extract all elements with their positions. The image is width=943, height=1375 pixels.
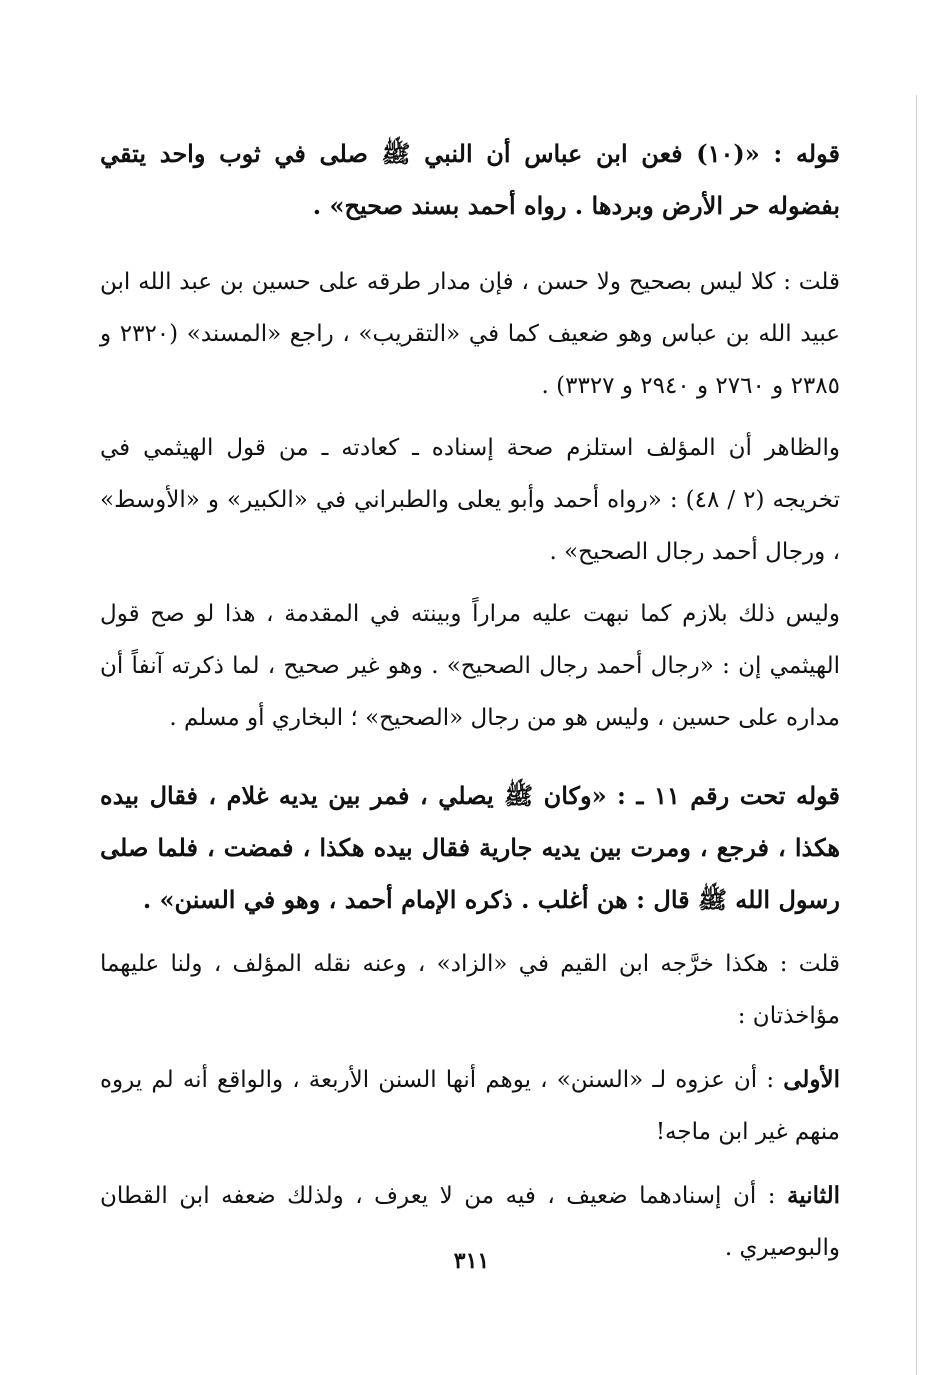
- paragraph-quote-10: [100, 128, 840, 232]
- paragraph-lead: الثانية: [786, 1182, 840, 1209]
- page-body: [100, 128, 840, 1274]
- page-edge-line: [916, 95, 917, 1375]
- paragraph-text: قوله تحت رقم ١١ ـ : «وكان ﷺ يصلي ، فمر بين يديه غلام ، فقال بيده هكذا ، فرجع ، ومرت بين يديه جارية فقال بيده هكذا ، فمضت ، فلما صلى رسول الله ﷺ قال : هن أغلب . ذكره الإمام أحمد ، وهو في السنن» .: [100, 781, 841, 914]
- paragraph-text: قلت : هكذا خرَّجه ابن القيم في «الزاد» ، وعنه نقله المؤلف ، ولنا عليهما مؤاخذتان :: [100, 951, 840, 1029]
- paragraph-text: : أن عزوه لـ «السنن» ، يوهم أنها السنن الأربعة ، والواقع أنه لم يروه منهم غير ابن ماجه!: [100, 1067, 840, 1145]
- paragraph-text: قلت : كلا ليس بصحيح ولا حسن ، فإن مدار طرقه على حسين بن عبد الله ابن عبيد الله بن عباس وهو ضعيف كما في «التقريب» ، راجع «المسند» (٢٣٢٠ و ٢٣٨٥ و ٢٧٦٠ و ٢٩٤٠ و ٣٣٢٧) .: [100, 269, 840, 399]
- page-number: ٣١١: [453, 1248, 490, 1274]
- paragraph-text: وليس ذلك بلازم كما نبهت عليه مراراً وبينته في المقدمة ، هذا لو صح قول الهيثمي إن : «رجال أحمد رجال الصحيح» . وهو غير صحيح ، لما ذكرته آنفاً أن مداره على حسين ، وليس هو من رجال «الصحيح» ؛ البخاري أو مسلم .: [100, 601, 840, 731]
- paragraph-haythami-note: [100, 422, 840, 578]
- paragraph-text: : أن إسنادهما ضعيف ، فيه من لا يعرف ، ولذلك ضعفه ابن القطان والبوصيري .: [100, 1183, 840, 1261]
- paragraph-not-necessary: [100, 588, 840, 744]
- paragraph-text: والظاهر أن المؤلف استلزم صحة إسناده ـ كعادته ـ من قول الهيثمي في تخريجه (٢ / ٤٨) : «رواه أحمد وأبو يعلى والطبراني في «الكبير» و «الأوسط» ، ورجال أحمد رجال الصحيح» .: [100, 435, 840, 565]
- paragraph-lead: الأولى: [783, 1066, 840, 1093]
- paragraph-comment-10: [100, 256, 840, 412]
- paragraph-first-objection: [100, 1054, 840, 1158]
- paragraph-comment-11: [100, 938, 840, 1042]
- paragraph-text: قوله : «(١٠) فعن ابن عباس أن النبي ﷺ صلى في ثوب واحد يتقي بفضوله حر الأرض وبردها . رواه أحمد بسند صحيح» .: [100, 139, 840, 220]
- paragraph-quote-11: [100, 770, 840, 926]
